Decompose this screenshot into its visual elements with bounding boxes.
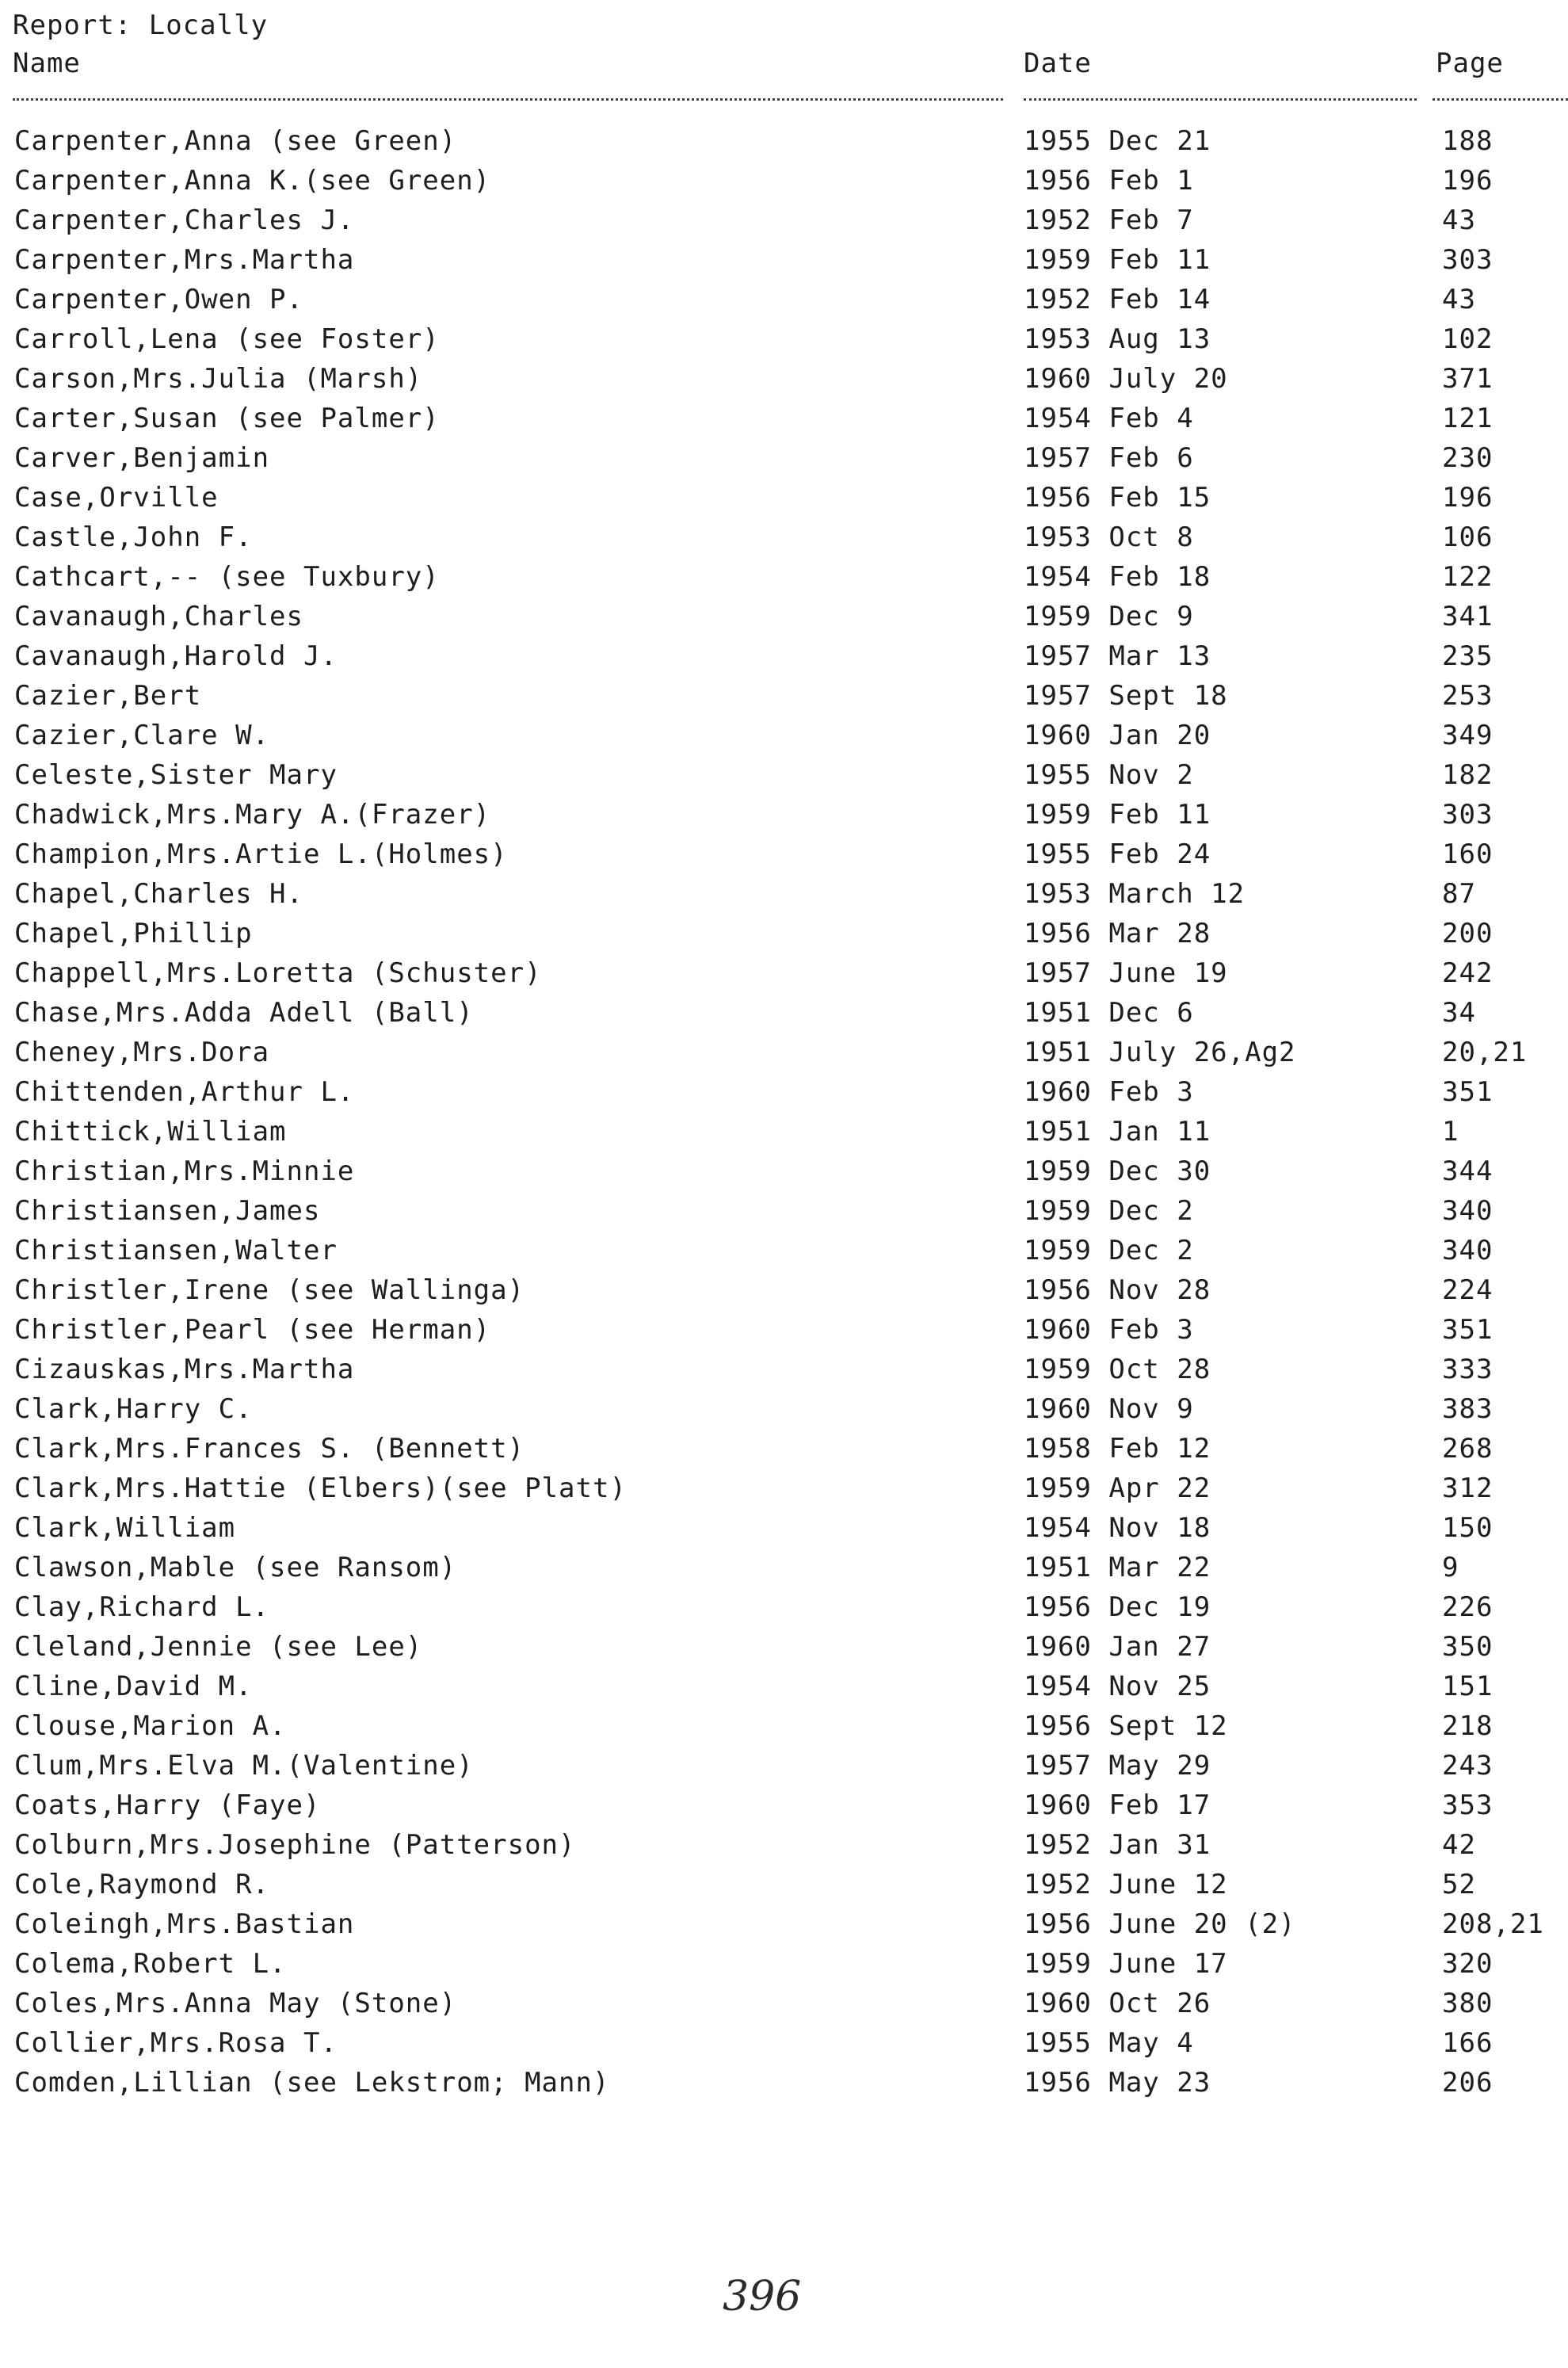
entry-name: Clark,Mrs.Hattie (Elbers)(see Platt) (14, 1472, 627, 1504)
entry-page: 34 (1442, 997, 1476, 1029)
entry-name: Clum,Mrs.Elva M.(Valentine) (14, 1750, 474, 1782)
entry-date: 1960 Jan 20 (1024, 720, 1211, 751)
table-row (0, 1512, 1568, 1552)
table-row (0, 284, 1568, 323)
entry-date: 1956 Feb 15 (1024, 482, 1211, 514)
entry-page: 349 (1442, 720, 1494, 751)
table-row (0, 1195, 1568, 1235)
table-row (0, 1948, 1568, 1988)
entry-name: Carpenter,Anna K.(see Green) (14, 165, 491, 197)
entry-page: 243 (1442, 1750, 1494, 1782)
entry-page: 52 (1442, 1869, 1476, 1900)
entry-date: 1959 Dec 30 (1024, 1155, 1211, 1187)
entry-page: 253 (1442, 680, 1494, 712)
entry-name: Carson,Mrs.Julia (Marsh) (14, 363, 423, 395)
entry-name: Cleland,Jennie (see Lee) (14, 1631, 423, 1663)
entry-name: Chase,Mrs.Adda Adell (Ball) (14, 997, 474, 1029)
entry-name: Carpenter,Anna (see Green) (14, 125, 457, 157)
entry-page: 43 (1442, 204, 1476, 236)
entry-page: 371 (1442, 363, 1494, 395)
entry-name: Castle,John F. (14, 521, 253, 553)
table-row (0, 403, 1568, 442)
entry-name: Christiansen,Walter (14, 1235, 338, 1266)
entry-name: Christiansen,James (14, 1195, 321, 1227)
table-row (0, 1472, 1568, 1512)
entry-name: Clark,William (14, 1512, 236, 1544)
entry-date: 1954 Nov 25 (1024, 1671, 1211, 1702)
entry-date: 1951 July 26,Ag2 (1024, 1037, 1296, 1068)
table-row (0, 838, 1568, 878)
entry-name: Celeste,Sister Mary (14, 759, 338, 791)
entry-page: 182 (1442, 759, 1494, 791)
entry-name: Carter,Susan (see Palmer) (14, 403, 440, 434)
entry-date: 1952 Jan 31 (1024, 1829, 1211, 1861)
table-row (0, 442, 1568, 482)
table-row (0, 1393, 1568, 1433)
entry-page: 42 (1442, 1829, 1476, 1861)
entry-date: 1959 Feb 11 (1024, 244, 1211, 276)
entry-page: 188 (1442, 125, 1494, 157)
header-rule-date (1024, 98, 1417, 101)
table-row (0, 1710, 1568, 1750)
table-row (0, 759, 1568, 799)
entry-date: 1960 Jan 27 (1024, 1631, 1211, 1663)
entry-date: 1956 Feb 1 (1024, 165, 1194, 197)
entry-date: 1960 Feb 3 (1024, 1314, 1194, 1346)
entry-name: Case,Orville (14, 482, 219, 514)
table-row (0, 1591, 1568, 1631)
entry-name: Carpenter,Mrs.Martha (14, 244, 355, 276)
entry-date: 1953 Oct 8 (1024, 521, 1194, 553)
entry-page: 303 (1442, 244, 1494, 276)
entry-name: Carver,Benjamin (14, 442, 270, 474)
entry-date: 1955 Nov 2 (1024, 759, 1194, 791)
table-row (0, 521, 1568, 561)
table-row (0, 323, 1568, 363)
report-title: Report: Locally (13, 10, 269, 41)
entry-page: 196 (1442, 165, 1494, 197)
table-row (0, 1354, 1568, 1393)
entry-page: 226 (1442, 1591, 1494, 1623)
entry-name: Comden,Lillian (see Lekstrom; Mann) (14, 2067, 610, 2099)
entry-name: Cizauskas,Mrs.Martha (14, 1354, 355, 1385)
entry-name: Christler,Pearl (see Herman) (14, 1314, 491, 1346)
entry-page: 208,21 (1442, 1908, 1544, 1940)
table-row (0, 1037, 1568, 1076)
entry-date: 1959 Feb 11 (1024, 799, 1211, 831)
entry-name: Clark,Mrs.Frances S. (Bennett) (14, 1433, 525, 1465)
table-row (0, 878, 1568, 918)
entry-date: 1953 March 12 (1024, 878, 1246, 910)
entry-date: 1959 Dec 2 (1024, 1235, 1194, 1266)
entry-name: Cole,Raymond R. (14, 1869, 270, 1900)
entry-date: 1958 Feb 12 (1024, 1433, 1211, 1465)
entry-page: 303 (1442, 799, 1494, 831)
entry-page: 200 (1442, 918, 1494, 949)
table-row (0, 1829, 1568, 1869)
entry-name: Clawson,Mable (see Ransom) (14, 1552, 457, 1583)
entry-page: 341 (1442, 601, 1494, 632)
entry-name: Chittenden,Arthur L. (14, 1076, 355, 1108)
table-row (0, 165, 1568, 204)
entry-name: Coles,Mrs.Anna May (Stone) (14, 1988, 457, 2019)
entry-name: Cathcart,-- (see Tuxbury) (14, 561, 440, 593)
table-row (0, 799, 1568, 838)
entry-page: 218 (1442, 1710, 1494, 1742)
table-row (0, 1552, 1568, 1591)
entry-page: 150 (1442, 1512, 1494, 1544)
entry-name: Carpenter,Charles J. (14, 204, 355, 236)
table-row (0, 1116, 1568, 1155)
table-row (0, 204, 1568, 244)
entry-name: Colema,Robert L. (14, 1948, 287, 1980)
table-row (0, 957, 1568, 997)
table-row (0, 640, 1568, 680)
entry-name: Coats,Harry (Faye) (14, 1789, 321, 1821)
entry-name: Cheney,Mrs.Dora (14, 1037, 270, 1068)
entry-date: 1954 Feb 4 (1024, 403, 1194, 434)
entry-name: Coleingh,Mrs.Bastian (14, 1908, 355, 1940)
entry-page: 340 (1442, 1235, 1494, 1266)
entry-date: 1954 Feb 18 (1024, 561, 1211, 593)
entry-name: Clouse,Marion A. (14, 1710, 287, 1742)
entry-page: 351 (1442, 1076, 1494, 1108)
entry-page: 333 (1442, 1354, 1494, 1385)
entry-date: 1957 Mar 13 (1024, 640, 1211, 672)
entry-page: 224 (1442, 1274, 1494, 1306)
header-rule-name (13, 98, 1003, 101)
entry-date: 1952 June 12 (1024, 1869, 1228, 1900)
entry-date: 1956 Sept 12 (1024, 1710, 1228, 1742)
table-row (0, 1789, 1568, 1829)
table-row (0, 601, 1568, 640)
entry-name: Clay,Richard L. (14, 1591, 270, 1623)
entry-page: 383 (1442, 1393, 1494, 1425)
entry-page: 9 (1442, 1552, 1459, 1583)
entry-name: Chapel,Phillip (14, 918, 253, 949)
entry-page: 353 (1442, 1789, 1494, 1821)
entry-name: Cavanaugh,Harold J. (14, 640, 338, 672)
table-row (0, 680, 1568, 720)
entry-date: 1954 Nov 18 (1024, 1512, 1211, 1544)
entry-date: 1959 Dec 9 (1024, 601, 1194, 632)
table-row (0, 1988, 1568, 2027)
entry-name: Chappell,Mrs.Loretta (Schuster) (14, 957, 542, 989)
table-row (0, 125, 1568, 165)
table-row (0, 244, 1568, 284)
entry-page: 340 (1442, 1195, 1494, 1227)
entry-date: 1953 Aug 13 (1024, 323, 1211, 355)
table-row (0, 1274, 1568, 1314)
entry-date: 1956 Nov 28 (1024, 1274, 1211, 1306)
table-row (0, 1750, 1568, 1789)
entry-page: 166 (1442, 2027, 1494, 2059)
entry-date: 1956 May 23 (1024, 2067, 1211, 2099)
entry-date: 1957 Sept 18 (1024, 680, 1228, 712)
header-rule-page (1433, 98, 1568, 101)
entry-date: 1956 Mar 28 (1024, 918, 1211, 949)
entry-page: 344 (1442, 1155, 1494, 1187)
table-row (0, 918, 1568, 957)
entry-date: 1952 Feb 7 (1024, 204, 1194, 236)
entry-name: Clark,Harry C. (14, 1393, 253, 1425)
table-row (0, 1314, 1568, 1354)
entry-name: Chittick,William (14, 1116, 287, 1148)
entry-name: Carroll,Lena (see Foster) (14, 323, 440, 355)
entry-page: 102 (1442, 323, 1494, 355)
entry-page: 242 (1442, 957, 1494, 989)
entry-date: 1951 Jan 11 (1024, 1116, 1211, 1148)
entry-page: 230 (1442, 442, 1494, 474)
table-row (0, 363, 1568, 403)
entry-page: 206 (1442, 2067, 1494, 2099)
entry-page: 20,21 (1442, 1037, 1528, 1068)
entry-page: 87 (1442, 878, 1476, 910)
entry-date: 1959 Dec 2 (1024, 1195, 1194, 1227)
table-row (0, 561, 1568, 601)
entry-name: Christian,Mrs.Minnie (14, 1155, 355, 1187)
entry-date: 1960 Nov 9 (1024, 1393, 1194, 1425)
entry-page: 320 (1442, 1948, 1494, 1980)
entry-date: 1956 June 20 (2) (1024, 1908, 1296, 1940)
entry-page: 106 (1442, 521, 1494, 553)
table-row (0, 2067, 1568, 2106)
table-row (0, 1869, 1568, 1908)
entry-page: 312 (1442, 1472, 1494, 1504)
table-row (0, 1908, 1568, 1948)
table-row (0, 997, 1568, 1037)
entry-name: Cavanaugh,Charles (14, 601, 303, 632)
entry-name: Colburn,Mrs.Josephine (Patterson) (14, 1829, 576, 1861)
entry-name: Cazier,Clare W. (14, 720, 270, 751)
table-row (0, 482, 1568, 521)
table-row (0, 1671, 1568, 1710)
entry-page: 380 (1442, 1988, 1494, 2019)
entry-name: Cazier,Bert (14, 680, 202, 712)
entry-page: 268 (1442, 1433, 1494, 1465)
entry-date: 1955 May 4 (1024, 2027, 1194, 2059)
table-row (0, 1631, 1568, 1671)
column-header-page: Page (1436, 48, 1504, 79)
entry-page: 196 (1442, 482, 1494, 514)
entry-date: 1960 Feb 3 (1024, 1076, 1194, 1108)
entry-page: 121 (1442, 403, 1494, 434)
entry-date: 1951 Mar 22 (1024, 1552, 1211, 1583)
entry-page: 160 (1442, 838, 1494, 870)
table-row (0, 1235, 1568, 1274)
entry-date: 1957 Feb 6 (1024, 442, 1194, 474)
table-row (0, 1076, 1568, 1116)
entry-page: 43 (1442, 284, 1476, 315)
entry-page: 122 (1442, 561, 1494, 593)
entry-date: 1960 Feb 17 (1024, 1789, 1211, 1821)
entry-date: 1960 July 20 (1024, 363, 1228, 395)
entry-date: 1955 Dec 21 (1024, 125, 1211, 157)
table-row (0, 2027, 1568, 2067)
entry-page: 351 (1442, 1314, 1494, 1346)
entry-page: 151 (1442, 1671, 1494, 1702)
entry-date: 1957 May 29 (1024, 1750, 1211, 1782)
table-row (0, 720, 1568, 759)
entry-name: Chadwick,Mrs.Mary A.(Frazer) (14, 799, 491, 831)
entry-name: Chapel,Charles H. (14, 878, 303, 910)
handwritten-page-number: 396 (723, 2273, 802, 2320)
entry-name: Christler,Irene (see Wallinga) (14, 1274, 525, 1306)
entry-date: 1959 Apr 22 (1024, 1472, 1211, 1504)
entry-name: Collier,Mrs.Rosa T. (14, 2027, 338, 2059)
entry-name: Cline,David M. (14, 1671, 253, 1702)
entry-page: 1 (1442, 1116, 1459, 1148)
entry-date: 1957 June 19 (1024, 957, 1228, 989)
entry-date: 1960 Oct 26 (1024, 1988, 1211, 2019)
entry-name: Carpenter,Owen P. (14, 284, 303, 315)
table-row (0, 1155, 1568, 1195)
entry-page: 350 (1442, 1631, 1494, 1663)
entry-date: 1952 Feb 14 (1024, 284, 1211, 315)
entry-date: 1951 Dec 6 (1024, 997, 1194, 1029)
entry-date: 1959 June 17 (1024, 1948, 1228, 1980)
entry-date: 1956 Dec 19 (1024, 1591, 1211, 1623)
entry-page: 235 (1442, 640, 1494, 672)
entry-name: Champion,Mrs.Artie L.(Holmes) (14, 838, 508, 870)
column-header-name: Name (13, 48, 81, 79)
table-row (0, 1433, 1568, 1472)
entry-date: 1955 Feb 24 (1024, 838, 1211, 870)
entry-date: 1959 Oct 28 (1024, 1354, 1211, 1385)
column-header-date: Date (1024, 48, 1092, 79)
